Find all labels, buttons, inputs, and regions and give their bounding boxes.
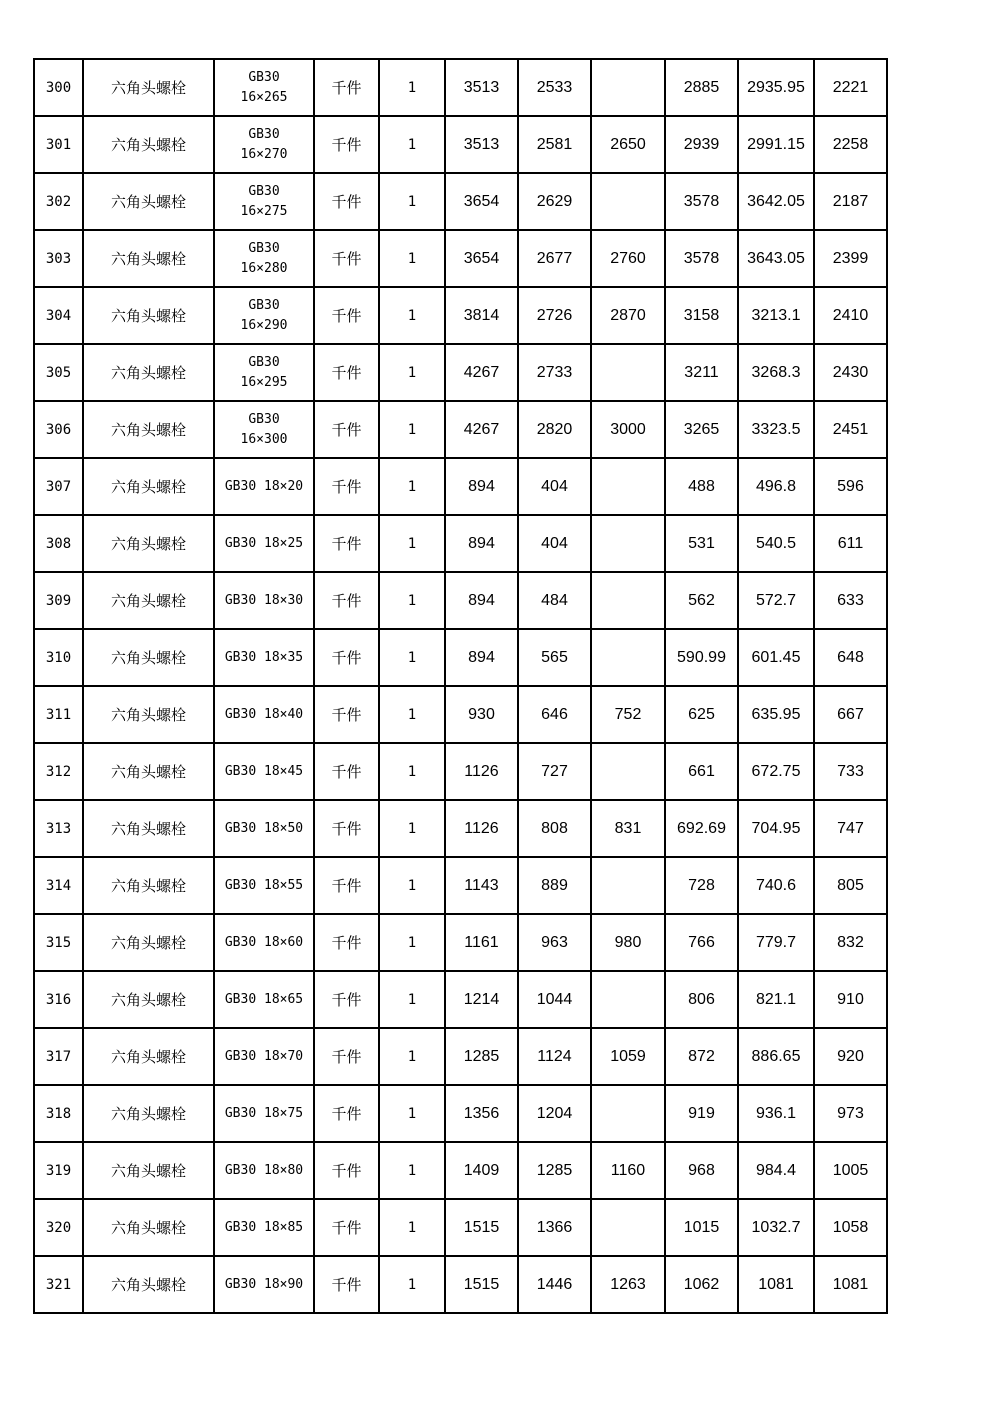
price-5-cell: 821.1 (738, 971, 814, 1028)
price-5-cell: 3213.1 (738, 287, 814, 344)
table-row (34, 914, 887, 971)
quantity-cell: 1 (379, 287, 445, 344)
quantity-cell: 1 (379, 1142, 445, 1199)
item-name-cell: 六角头螺栓 (83, 1085, 214, 1142)
price-5-cell: 704.95 (738, 800, 814, 857)
item-name-cell: 六角头螺栓 (83, 800, 214, 857)
row-number-cell: 319 (34, 1142, 83, 1199)
quantity-cell: 1 (379, 857, 445, 914)
row-number-cell: 317 (34, 1028, 83, 1085)
price-4-cell: 968 (665, 1142, 738, 1199)
price-5-cell: 3323.5 (738, 401, 814, 458)
price-2-cell: 2733 (518, 344, 591, 401)
price-4-cell: 3265 (665, 401, 738, 458)
quantity-cell: 1 (379, 1256, 445, 1313)
price-5-cell: 1032.7 (738, 1199, 814, 1256)
price-1-cell: 4267 (445, 344, 518, 401)
price-3-cell (591, 173, 665, 230)
price-2-cell: 808 (518, 800, 591, 857)
unit-cell: 千件 (314, 686, 379, 743)
price-3-cell: 752 (591, 686, 665, 743)
spec-cell (214, 59, 314, 116)
item-name-cell: 六角头螺栓 (83, 458, 214, 515)
price-2-cell: 889 (518, 857, 591, 914)
price-4-cell: 2885 (665, 59, 738, 116)
price-5-cell: 886.65 (738, 1028, 814, 1085)
price-2-cell: 2533 (518, 59, 591, 116)
row-number-cell: 304 (34, 287, 83, 344)
price-6-cell: 2258 (814, 116, 887, 173)
spec-cell (214, 857, 314, 914)
price-6-cell: 2399 (814, 230, 887, 287)
item-name-cell: 六角头螺栓 (83, 173, 214, 230)
spec-line: 16×295 (240, 374, 288, 390)
row-number-cell: 310 (34, 629, 83, 686)
table-row (34, 173, 887, 230)
price-6-cell: 648 (814, 629, 887, 686)
price-5-cell: 496.8 (738, 458, 814, 515)
price-1-cell: 4267 (445, 401, 518, 458)
price-2-cell: 646 (518, 686, 591, 743)
item-name-cell: 六角头螺栓 (83, 971, 214, 1028)
price-4-cell: 728 (665, 857, 738, 914)
unit-cell: 千件 (314, 515, 379, 572)
spec-cell (214, 458, 314, 515)
row-number-cell: 300 (34, 59, 83, 116)
quantity-cell: 1 (379, 1028, 445, 1085)
spec-cell (214, 629, 314, 686)
spec-line: GB30 18×40 (224, 706, 304, 722)
item-name-cell: 六角头螺栓 (83, 857, 214, 914)
price-1-cell: 3654 (445, 173, 518, 230)
row-number-cell: 318 (34, 1085, 83, 1142)
spec-line: GB30 18×20 (224, 478, 304, 494)
unit-cell: 千件 (314, 914, 379, 971)
item-name-cell: 六角头螺栓 (83, 401, 214, 458)
row-number-cell: 315 (34, 914, 83, 971)
price-6-cell: 2451 (814, 401, 887, 458)
price-5-cell: 3643.05 (738, 230, 814, 287)
item-name-cell: 六角头螺栓 (83, 914, 214, 971)
price-1-cell: 1214 (445, 971, 518, 1028)
spec-cell (214, 1028, 314, 1085)
quantity-cell: 1 (379, 344, 445, 401)
price-5-cell: 601.45 (738, 629, 814, 686)
price-1-cell: 3513 (445, 116, 518, 173)
price-5-cell: 3268.3 (738, 344, 814, 401)
price-3-cell (591, 458, 665, 515)
price-4-cell: 3158 (665, 287, 738, 344)
row-number-cell: 303 (34, 230, 83, 287)
spec-line: GB30 (248, 183, 280, 199)
table-row (34, 1028, 887, 1085)
price-4-cell: 1062 (665, 1256, 738, 1313)
spec-line: GB30 18×25 (224, 535, 304, 551)
row-number-cell: 314 (34, 857, 83, 914)
table-row (34, 743, 887, 800)
spec-cell (214, 173, 314, 230)
item-name-cell: 六角头螺栓 (83, 230, 214, 287)
price-3-cell: 1059 (591, 1028, 665, 1085)
price-6-cell: 611 (814, 515, 887, 572)
unit-cell: 千件 (314, 116, 379, 173)
price-4-cell: 872 (665, 1028, 738, 1085)
price-1-cell: 1126 (445, 800, 518, 857)
unit-cell: 千件 (314, 401, 379, 458)
price-6-cell: 1058 (814, 1199, 887, 1256)
table-row (34, 971, 887, 1028)
table-row (34, 1142, 887, 1199)
price-3-cell (591, 629, 665, 686)
spec-line: GB30 18×45 (224, 763, 304, 779)
price-1-cell: 1356 (445, 1085, 518, 1142)
row-number-cell: 320 (34, 1199, 83, 1256)
price-4-cell: 661 (665, 743, 738, 800)
unit-cell: 千件 (314, 629, 379, 686)
price-2-cell: 1446 (518, 1256, 591, 1313)
price-1-cell: 1126 (445, 743, 518, 800)
item-name-cell: 六角头螺栓 (83, 515, 214, 572)
price-3-cell (591, 515, 665, 572)
spec-line: 16×270 (240, 146, 288, 162)
price-1-cell: 1515 (445, 1199, 518, 1256)
spec-line: GB30 (248, 240, 280, 256)
price-1-cell: 930 (445, 686, 518, 743)
quantity-cell: 1 (379, 686, 445, 743)
spec-line: GB30 18×60 (224, 934, 304, 950)
table-row (34, 344, 887, 401)
row-number-cell: 307 (34, 458, 83, 515)
price-1-cell: 894 (445, 515, 518, 572)
price-3-cell: 831 (591, 800, 665, 857)
spec-cell (214, 686, 314, 743)
quantity-cell: 1 (379, 458, 445, 515)
price-1-cell: 3513 (445, 59, 518, 116)
unit-cell: 千件 (314, 344, 379, 401)
spec-cell (214, 344, 314, 401)
price-5-cell: 936.1 (738, 1085, 814, 1142)
row-number-cell: 311 (34, 686, 83, 743)
spec-line: 16×280 (240, 260, 288, 276)
table-row (34, 1256, 887, 1313)
spec-cell (214, 1256, 314, 1313)
item-name-cell: 六角头螺栓 (83, 629, 214, 686)
price-2-cell: 484 (518, 572, 591, 629)
quantity-cell: 1 (379, 515, 445, 572)
price-1-cell: 1409 (445, 1142, 518, 1199)
price-4-cell: 531 (665, 515, 738, 572)
item-name-cell: 六角头螺栓 (83, 287, 214, 344)
price-2-cell: 963 (518, 914, 591, 971)
item-name-cell: 六角头螺栓 (83, 1256, 214, 1313)
price-5-cell: 572.7 (738, 572, 814, 629)
unit-cell: 千件 (314, 1028, 379, 1085)
price-2-cell: 1285 (518, 1142, 591, 1199)
price-3-cell (591, 1199, 665, 1256)
item-name-cell: 六角头螺栓 (83, 743, 214, 800)
table-row (34, 572, 887, 629)
price-2-cell: 2677 (518, 230, 591, 287)
row-number-cell: 308 (34, 515, 83, 572)
unit-cell: 千件 (314, 1085, 379, 1142)
table-row (34, 230, 887, 287)
spec-line: 16×290 (240, 317, 288, 333)
spec-line: GB30 18×85 (224, 1219, 304, 1235)
quantity-cell: 1 (379, 1085, 445, 1142)
item-name-cell: 六角头螺栓 (83, 59, 214, 116)
price-1-cell: 1161 (445, 914, 518, 971)
unit-cell: 千件 (314, 572, 379, 629)
table-row (34, 401, 887, 458)
price-6-cell: 805 (814, 857, 887, 914)
price-3-cell (591, 572, 665, 629)
price-2-cell: 2629 (518, 173, 591, 230)
price-5-cell: 984.4 (738, 1142, 814, 1199)
price-2-cell: 565 (518, 629, 591, 686)
price-2-cell: 1124 (518, 1028, 591, 1085)
price-2-cell: 2820 (518, 401, 591, 458)
spec-cell (214, 743, 314, 800)
price-3-cell: 980 (591, 914, 665, 971)
price-3-cell: 2760 (591, 230, 665, 287)
item-name-cell: 六角头螺栓 (83, 572, 214, 629)
item-name-cell: 六角头螺栓 (83, 1142, 214, 1199)
price-4-cell: 3578 (665, 173, 738, 230)
price-2-cell: 404 (518, 458, 591, 515)
unit-cell: 千件 (314, 287, 379, 344)
spec-line: GB30 18×55 (224, 877, 304, 893)
table-row (34, 629, 887, 686)
price-4-cell: 3578 (665, 230, 738, 287)
price-6-cell: 733 (814, 743, 887, 800)
quantity-cell: 1 (379, 914, 445, 971)
quantity-cell: 1 (379, 800, 445, 857)
price-5-cell: 779.7 (738, 914, 814, 971)
spec-cell (214, 1085, 314, 1142)
price-5-cell: 540.5 (738, 515, 814, 572)
item-name-cell: 六角头螺栓 (83, 1028, 214, 1085)
table-row (34, 1085, 887, 1142)
spec-line: 16×265 (240, 89, 288, 105)
unit-cell: 千件 (314, 1199, 379, 1256)
unit-cell: 千件 (314, 971, 379, 1028)
table-row (34, 686, 887, 743)
table-row (34, 458, 887, 515)
spec-line: 16×300 (240, 431, 288, 447)
price-4-cell: 562 (665, 572, 738, 629)
price-5-cell: 1081 (738, 1256, 814, 1313)
price-6-cell: 920 (814, 1028, 887, 1085)
spec-cell (214, 914, 314, 971)
spec-line: GB30 18×50 (224, 820, 304, 836)
unit-cell: 千件 (314, 857, 379, 914)
price-6-cell: 2410 (814, 287, 887, 344)
price-6-cell: 832 (814, 914, 887, 971)
price-4-cell: 806 (665, 971, 738, 1028)
table-row (34, 59, 887, 116)
price-1-cell: 1515 (445, 1256, 518, 1313)
price-6-cell: 596 (814, 458, 887, 515)
price-4-cell: 1015 (665, 1199, 738, 1256)
price-3-cell: 2870 (591, 287, 665, 344)
spec-line: GB30 18×75 (224, 1105, 304, 1121)
price-4-cell: 766 (665, 914, 738, 971)
price-3-cell (591, 743, 665, 800)
price-6-cell: 747 (814, 800, 887, 857)
price-2-cell: 1366 (518, 1199, 591, 1256)
spec-line: GB30 (248, 69, 280, 85)
price-3-cell: 2650 (591, 116, 665, 173)
row-number-cell: 305 (34, 344, 83, 401)
row-number-cell: 321 (34, 1256, 83, 1313)
price-1-cell: 894 (445, 572, 518, 629)
spec-line: GB30 (248, 411, 280, 427)
row-number-cell: 301 (34, 116, 83, 173)
spec-cell (214, 800, 314, 857)
price-6-cell: 1005 (814, 1142, 887, 1199)
table-row (34, 116, 887, 173)
unit-cell: 千件 (314, 230, 379, 287)
item-name-cell: 六角头螺栓 (83, 686, 214, 743)
table-row (34, 287, 887, 344)
price-5-cell: 2935.95 (738, 59, 814, 116)
price-3-cell (591, 59, 665, 116)
price-4-cell: 590.99 (665, 629, 738, 686)
spec-cell (214, 1142, 314, 1199)
quantity-cell: 1 (379, 971, 445, 1028)
price-5-cell: 672.75 (738, 743, 814, 800)
price-2-cell: 1204 (518, 1085, 591, 1142)
item-name-cell: 六角头螺栓 (83, 344, 214, 401)
price-3-cell: 3000 (591, 401, 665, 458)
price-1-cell: 894 (445, 458, 518, 515)
spec-cell (214, 116, 314, 173)
quantity-cell: 1 (379, 629, 445, 686)
price-5-cell: 2991.15 (738, 116, 814, 173)
spec-cell (214, 401, 314, 458)
quantity-cell: 1 (379, 1199, 445, 1256)
table-row (34, 1199, 887, 1256)
unit-cell: 千件 (314, 458, 379, 515)
row-number-cell: 316 (34, 971, 83, 1028)
price-3-cell (591, 1085, 665, 1142)
price-6-cell: 2221 (814, 59, 887, 116)
spec-line: GB30 18×70 (224, 1048, 304, 1064)
spec-line: GB30 (248, 297, 280, 313)
spec-cell (214, 971, 314, 1028)
price-4-cell: 692.69 (665, 800, 738, 857)
item-name-cell: 六角头螺栓 (83, 116, 214, 173)
price-3-cell (591, 971, 665, 1028)
quantity-cell: 1 (379, 230, 445, 287)
spec-line: GB30 18×35 (224, 649, 304, 665)
spec-line: GB30 (248, 354, 280, 370)
spec-cell (214, 1199, 314, 1256)
unit-cell: 千件 (314, 1256, 379, 1313)
price-6-cell: 2430 (814, 344, 887, 401)
price-3-cell (591, 344, 665, 401)
spec-line: 16×275 (240, 203, 288, 219)
price-6-cell: 973 (814, 1085, 887, 1142)
price-3-cell (591, 857, 665, 914)
spec-line: GB30 18×65 (224, 991, 304, 1007)
price-4-cell: 3211 (665, 344, 738, 401)
price-5-cell: 3642.05 (738, 173, 814, 230)
price-2-cell: 2581 (518, 116, 591, 173)
price-2-cell: 404 (518, 515, 591, 572)
spec-cell (214, 515, 314, 572)
row-number-cell: 312 (34, 743, 83, 800)
price-6-cell: 633 (814, 572, 887, 629)
price-1-cell: 894 (445, 629, 518, 686)
unit-cell: 千件 (314, 800, 379, 857)
row-number-cell: 309 (34, 572, 83, 629)
price-4-cell: 919 (665, 1085, 738, 1142)
price-4-cell: 2939 (665, 116, 738, 173)
quantity-cell: 1 (379, 401, 445, 458)
quantity-cell: 1 (379, 173, 445, 230)
item-name-cell: 六角头螺栓 (83, 1199, 214, 1256)
spec-line: GB30 18×30 (224, 592, 304, 608)
quantity-cell: 1 (379, 743, 445, 800)
price-6-cell: 667 (814, 686, 887, 743)
spec-cell (214, 572, 314, 629)
price-1-cell: 1285 (445, 1028, 518, 1085)
spec-cell (214, 287, 314, 344)
unit-cell: 千件 (314, 1142, 379, 1199)
spec-line: GB30 18×80 (224, 1162, 304, 1178)
row-number-cell: 313 (34, 800, 83, 857)
price-table-body (34, 59, 887, 1313)
price-1-cell: 1143 (445, 857, 518, 914)
price-4-cell: 488 (665, 458, 738, 515)
row-number-cell: 302 (34, 173, 83, 230)
price-2-cell: 727 (518, 743, 591, 800)
table-row (34, 800, 887, 857)
table-row (34, 857, 887, 914)
price-table (33, 58, 888, 1314)
price-3-cell: 1263 (591, 1256, 665, 1313)
price-2-cell: 1044 (518, 971, 591, 1028)
price-4-cell: 625 (665, 686, 738, 743)
price-1-cell: 3814 (445, 287, 518, 344)
spec-cell (214, 230, 314, 287)
spec-line: GB30 18×90 (224, 1276, 304, 1292)
price-2-cell: 2726 (518, 287, 591, 344)
price-5-cell: 740.6 (738, 857, 814, 914)
table-row (34, 515, 887, 572)
price-6-cell: 910 (814, 971, 887, 1028)
price-6-cell: 1081 (814, 1256, 887, 1313)
unit-cell: 千件 (314, 173, 379, 230)
row-number-cell: 306 (34, 401, 83, 458)
spec-line: GB30 (248, 126, 280, 142)
price-1-cell: 3654 (445, 230, 518, 287)
quantity-cell: 1 (379, 116, 445, 173)
price-3-cell: 1160 (591, 1142, 665, 1199)
quantity-cell: 1 (379, 59, 445, 116)
quantity-cell: 1 (379, 572, 445, 629)
price-6-cell: 2187 (814, 173, 887, 230)
price-5-cell: 635.95 (738, 686, 814, 743)
unit-cell: 千件 (314, 59, 379, 116)
unit-cell: 千件 (314, 743, 379, 800)
